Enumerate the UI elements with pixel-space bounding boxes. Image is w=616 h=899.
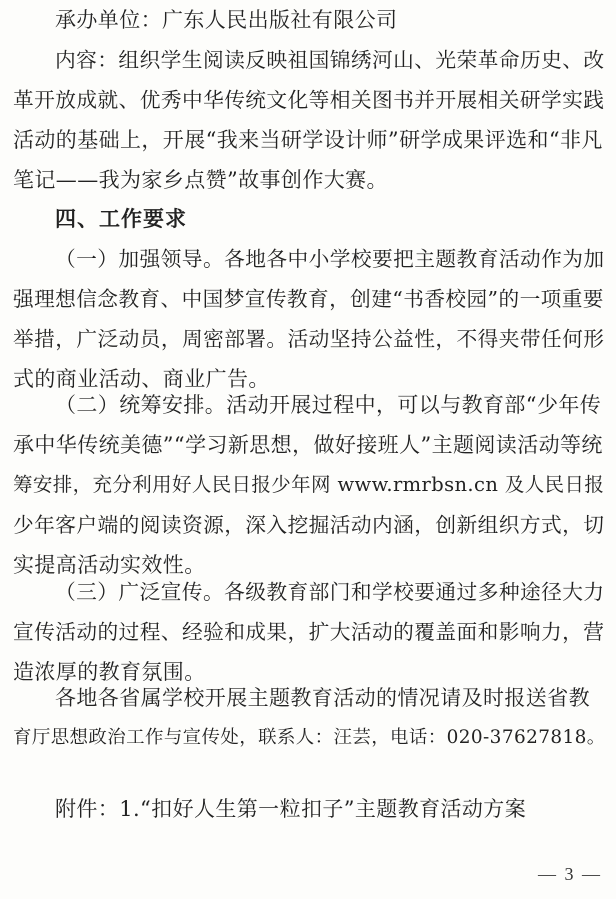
paragraph-line: 宣传活动的过程、经验和成果，扩大活动的覆盖面和影响力，营	[13, 620, 605, 644]
attachment-line: 附件：1.“扣好人生第一粒扣子”主题教育活动方案	[55, 797, 527, 821]
paragraph-lead: （二）统筹安排。	[55, 393, 227, 417]
content-line: 革开放成就、优秀中华传统文化等相关图书并开展相关研学实践	[13, 88, 605, 112]
paragraph-line: 举措，广泛动员，周密部署。活动坚持公益性，不得夹带任何形	[13, 327, 605, 351]
paragraph-lead: （一）加强领导。	[55, 247, 225, 271]
paragraph-line: 强理想信念教育、中国梦宣传教育，创建“书香校园”的一项重要	[13, 287, 604, 311]
content-line: 内容：组织学生阅读反映祖国锦绣河山、光荣革命历史、改	[55, 48, 605, 72]
requirement-paragraph-1	[13, 239, 607, 399]
paragraph-line	[13, 572, 607, 612]
section-heading: 四、工作要求	[55, 207, 187, 231]
paragraph-line: 实提高活动实效性。	[13, 553, 206, 577]
paragraph-line	[13, 385, 607, 425]
content-line: 活动的基础上，开展“我来当研学设计师”研学成果评选和“非凡	[13, 128, 603, 152]
content-line: 笔记——我为家乡点赞”故事创作大赛。	[13, 168, 388, 192]
organizer-line-block	[13, 0, 607, 40]
paragraph-line: 筹安排，充分利用好人民日报少年网 www.rmrbsn.cn 及人民日报	[13, 473, 605, 496]
paragraph-line: 少年客户端的阅读资源，深入挖掘活动内涵，创新组织方式，切	[13, 513, 605, 537]
page-number: — 3 —	[538, 864, 602, 884]
paragraph-text: 各地各中小学校要把主题教育活动作为加	[224, 247, 605, 271]
organizer-line: 承办单位：广东人民出版社有限公司	[55, 8, 398, 32]
closing-line: 各地各省属学校开展主题教育活动的情况请及时报送省教	[55, 686, 590, 710]
paragraph-text: 活动开展过程中，可以与教育部“少年传	[226, 393, 602, 417]
paragraph-lead: （三）广泛宣传。	[55, 580, 225, 604]
paragraph-line: 承中华传统美德”“学习新思想，做好接班人”主题阅读活动等统	[13, 433, 603, 457]
paragraph-line	[13, 239, 607, 279]
content-paragraph	[13, 40, 607, 200]
requirement-paragraph-2	[13, 385, 607, 585]
paragraph-text: 各级教育部门和学校要通过多种途径大力	[224, 580, 605, 604]
requirement-paragraph-3	[13, 572, 607, 692]
closing-paragraph	[13, 678, 607, 758]
paragraph-line: 造浓厚的教育氛围。	[13, 660, 206, 684]
closing-line: 育厅思想政治工作与宣传处，联系人：汪芸，电话：020-37627818。	[13, 727, 606, 748]
paragraph-line: 式的商业活动、商业广告。	[13, 367, 270, 391]
section-heading-block	[13, 199, 607, 239]
